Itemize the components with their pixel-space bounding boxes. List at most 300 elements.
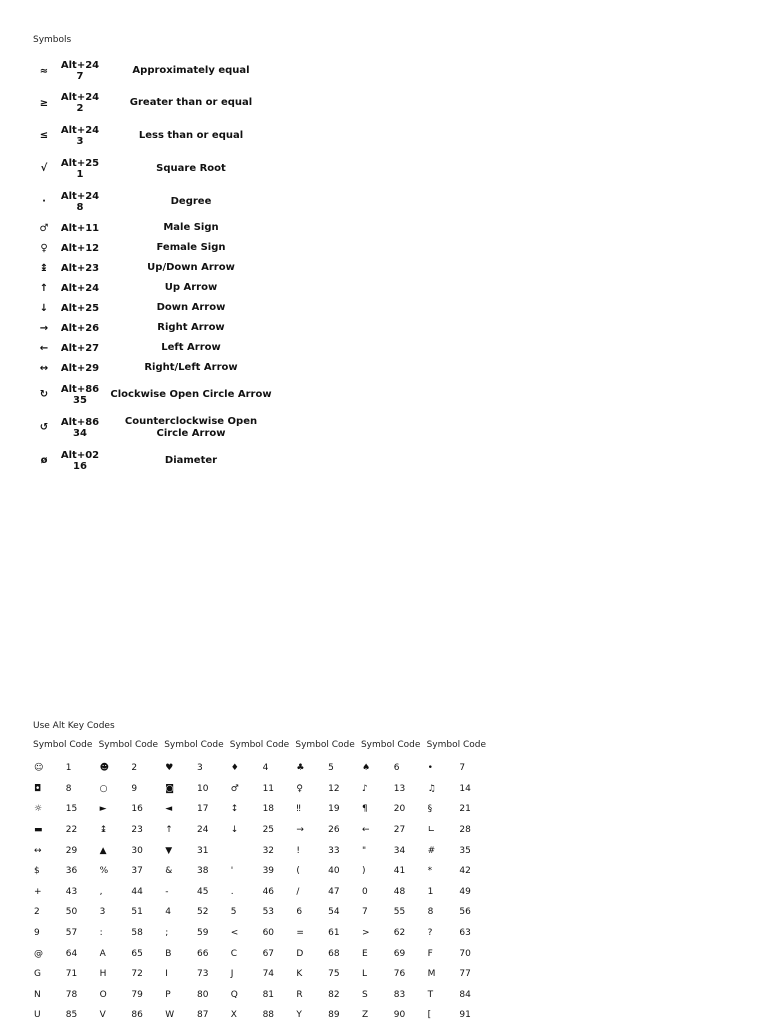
symbol-glyph: ♀ [40,242,48,254]
symbol-glyph: → [39,322,49,334]
code-number: 71 [65,969,78,980]
alt-code: Alt+86 35 [60,383,100,406]
code-number: 19 [328,804,340,815]
table-row [33,985,492,1006]
code-number: 87 [196,1010,209,1021]
symbol-description: Clockwise Open Circle Arrow [110,388,272,400]
symbol-glyph: R [296,989,303,1000]
code-number: 80 [196,989,209,1000]
symbol-code-pair [33,784,99,794]
symbol-code-pair [230,866,296,876]
code-number: 11 [262,783,275,794]
alt-code: Alt+24 8 [60,190,100,213]
code-number: 60 [262,928,275,939]
symbol-code-pair [361,866,427,876]
symbol-glyph: H [99,969,107,980]
symbol-glyph: + [34,886,42,897]
code-number: 35 [459,845,471,856]
symbol-code-pair [361,804,427,814]
symbol-code-pair [295,949,361,959]
symbol-glyph: ↓ [230,825,239,836]
symbol-code-pair [99,804,165,814]
code-number: 61 [328,928,340,939]
symbol-glyph: ♠ [361,763,371,774]
code-number: 14 [459,783,471,794]
symbol-code-pair [33,866,99,876]
symbol-code-pair [33,846,99,856]
code-number: 66 [196,948,209,959]
code-number: 16 [131,804,143,815]
symbol-code-pair [33,1010,99,1020]
table-row [33,1005,492,1026]
code-number: 44 [131,886,143,897]
symbol-code-pair [295,907,361,917]
symbol-description: Greater than or equal [129,97,253,108]
symbol-row [30,119,280,152]
symbol-row [30,318,280,338]
symbol-glyph: X [230,1010,237,1021]
symbol-code-pair [230,949,296,959]
symbol-row [30,152,280,185]
code-number: 83 [393,989,406,1000]
symbol-code-pair [361,825,427,835]
symbol-glyph: ☺ [34,763,44,774]
symbol-code-pair [33,990,99,1000]
code-number: 52 [196,907,209,918]
code-number: 43 [65,886,78,897]
code-number: 38 [196,866,209,877]
code-number: 50 [65,907,78,918]
code-number: 85 [65,1010,78,1021]
symbol-row [30,238,280,258]
column-header: Symbol Code [360,740,421,750]
symbol-code-pair [99,784,165,794]
symbol-glyph: ▼ [165,845,173,856]
symbol-code-pair [99,928,165,938]
symbol-glyph: ♂ [39,222,49,234]
symbol-glyph: ▬ [34,825,43,836]
alt-code: Alt+24 [60,282,100,294]
symbol-code-pair [295,887,361,897]
code-number: 20 [393,804,406,815]
symbol-row [30,278,280,298]
symbol-glyph: [ [427,1010,432,1021]
symbol-row [30,378,280,411]
code-number: 65 [131,948,143,959]
table-row [33,840,492,861]
code-number: 23 [131,825,143,836]
symbol-glyph: D [296,948,304,959]
alt-code: Alt+11 [60,222,100,234]
code-number: 31 [196,845,209,856]
code-number: 36 [65,866,78,877]
symbol-code-pair [361,969,427,979]
code-number: 21 [459,804,471,815]
symbol-row [30,444,280,477]
symbol-glyph: ☼ [34,804,43,815]
symbol-glyph: . [230,886,234,897]
symbol-code-pair [99,907,165,917]
symbol-code-pair [295,804,361,814]
symbol-glyph: ◙ [165,783,174,794]
code-number: 74 [262,969,275,980]
symbol-code-pair [33,804,99,814]
symbol-glyph: ! [296,845,300,856]
symbol-glyph: U [34,1010,41,1021]
symbol-glyph: 1 [427,886,434,897]
code-number: 32 [262,845,275,856]
code-number: 1 [65,763,72,774]
alt-code: Alt+24 3 [60,124,100,147]
code-number: 33 [328,845,340,856]
symbol-glyph: ≈ [39,65,49,77]
symbol-row [30,218,280,238]
code-number: 79 [131,989,143,1000]
symbol-code-pair [33,928,99,938]
table-row [33,758,492,779]
symbol-code-pair [230,846,296,856]
code-number: 42 [459,866,471,877]
symbol-code-pair [164,928,230,938]
symbol-glyph: ; [165,928,169,939]
table-row [33,943,492,964]
symbol-glyph: → [296,825,304,836]
code-number: 56 [459,907,471,918]
symbol-glyph: S [361,989,368,1000]
symbol-description: Left Arrow [161,342,221,353]
symbol-code-pair [295,1010,361,1020]
symbol-glyph: ↨ [99,825,108,836]
symbol-code-pair [361,846,427,856]
symbol-glyph: ▲ [99,845,107,856]
symbol-glyph: C [230,948,238,959]
symbol-code-pair [230,784,296,794]
code-number: 55 [393,907,406,918]
symbol-code-pair [230,907,296,917]
symbol-glyph: ‼ [296,804,301,815]
alt-code: Alt+26 [60,322,100,334]
symbol-description: Diameter [164,454,218,466]
symbol-code-pair [164,907,230,917]
symbol-glyph: & [165,866,173,877]
code-number: 77 [459,969,471,980]
code-number: 90 [393,1010,406,1021]
symbol-glyph: ♥ [165,763,174,774]
symbol-code-pair [33,907,99,917]
symbol-description: Female Sign [156,242,226,253]
code-number: 53 [262,907,275,918]
symbol-code-pair [230,887,296,897]
symbol-glyph: 7 [361,907,368,918]
code-number: 76 [393,969,406,980]
code-number: 58 [131,928,143,939]
symbol-code-pair [164,784,230,794]
symbol-glyph: ♣ [296,763,305,774]
code-number: 5 [328,763,334,774]
code-number: 17 [196,804,209,815]
symbol-code-pair [295,969,361,979]
symbol-code-pair [99,1010,165,1020]
code-number: 37 [131,866,143,877]
symbol-description: Up/Down Arrow [147,262,235,273]
symbol-glyph: ◘ [34,783,42,794]
code-number: 24 [196,825,209,836]
symbol-code-pair [33,969,99,979]
symbol-glyph: √ [40,163,48,174]
code-number: 46 [262,886,275,897]
symbol-code-pair [427,907,493,917]
symbol-code-pair [33,887,99,897]
symbol-glyph: I [165,969,168,980]
symbol-code-pair [427,846,493,856]
symbol-code-pair [427,763,493,773]
symbol-glyph: 5 [230,907,237,918]
code-number: 88 [262,1010,275,1021]
symbol-row [30,185,280,218]
symbol-glyph: ↻ [39,389,49,400]
symbol-code-pair [164,969,230,979]
symbol-glyph: ? [427,928,433,939]
code-number: 40 [328,866,340,877]
symbol-code-pair [164,1010,230,1020]
symbol-glyph: ← [39,342,49,354]
symbol-row [30,87,280,119]
symbol-glyph: A [99,948,106,959]
table-row [33,902,492,923]
symbol-glyph: : [99,928,103,939]
code-number: 49 [459,886,471,897]
symbol-glyph: P [165,989,171,1000]
symbol-glyph: Z [361,1010,369,1021]
code-number: 10 [196,783,209,794]
symbol-glyph: 8 [427,907,434,918]
symbol-glyph: # [427,845,436,856]
alt-code: Alt+29 [60,362,100,374]
symbol-code-pair [230,763,296,773]
code-number: 4 [262,763,269,774]
symbol-glyph: ≥ [39,97,49,109]
code-number: 84 [459,989,471,1000]
alt-code: Alt+25 1 [60,157,100,180]
symbol-glyph: , [99,886,103,897]
symbol-code-pair [230,969,296,979]
column-header: Symbol Code [295,740,355,750]
code-number: 86 [131,1010,143,1021]
symbol-code-pair [361,907,427,917]
symbol-code-pair [427,969,493,979]
alt-code: Alt+27 [60,342,100,354]
table-row [33,882,492,903]
symbol-description: Square Root [156,162,226,174]
symbol-glyph: 0 [361,886,368,897]
symbol-glyph: ↑ [165,825,173,836]
code-number: 68 [328,948,340,959]
symbol-glyph: ♪ [361,783,368,794]
symbol-glyph: O [99,989,107,1000]
symbol-description: Up Arrow [164,282,218,293]
symbol-code-pair [361,1010,427,1020]
symbol-code-pair [99,949,165,959]
column-header: Symbol Code [33,740,93,750]
code-number: 2 [131,763,138,774]
code-number: 34 [393,845,406,856]
symbol-code-pair [361,784,427,794]
symbols-title: Symbols [33,35,72,45]
symbol-code-pair [427,804,493,814]
symbol-glyph: 3 [99,907,106,918]
symbol-glyph: ≤ [39,130,49,141]
alt-codes-title: Use Alt Key Codes [33,721,115,731]
code-number: 89 [328,1010,340,1021]
symbol-code-pair [427,1010,493,1020]
table-row [33,779,492,800]
symbol-description: Down Arrow [156,302,226,313]
symbol-code-pair [164,825,230,835]
alt-code: Alt+25 [60,302,100,314]
alt-code: Alt+12 [60,242,100,254]
symbol-glyph: ↔ [39,362,49,374]
code-number: 6 [393,763,400,774]
symbol-code-pair [99,846,165,856]
symbol-row [30,298,280,318]
symbol-glyph: = [296,928,304,939]
symbol-glyph: % [99,866,109,877]
code-number: 22 [65,825,78,836]
symbol-glyph: 4 [165,907,171,918]
symbol-glyph: ↨ [39,262,49,274]
symbol-code-pair [33,763,99,773]
symbol-code-pair [295,763,361,773]
code-number: 64 [65,948,78,959]
symbol-code-pair [295,990,361,1000]
symbol-code-pair [33,949,99,959]
symbol-description: Male Sign [163,222,219,233]
code-number: 8 [65,783,72,794]
symbol-code-pair [164,804,230,814]
code-number: 81 [262,989,275,1000]
symbol-code-pair [361,949,427,959]
symbol-glyph: T [427,989,434,1000]
symbol-code-pair [164,763,230,773]
symbol-code-pair [427,949,493,959]
symbols-table [30,55,280,477]
symbol-glyph: * [427,866,433,877]
symbol-glyph: M [427,969,436,980]
symbol-glyph: ↓ [39,302,49,314]
symbol-glyph: < [230,928,239,939]
alt-codes-grid [33,758,492,1026]
symbol-code-pair [295,846,361,856]
symbol-code-pair [427,825,493,835]
code-number: 57 [65,928,78,939]
code-number: 47 [328,886,340,897]
symbol-code-pair [164,949,230,959]
symbol-description: Right/Left Arrow [144,362,238,373]
symbol-glyph: 2 [34,907,40,918]
symbol-code-pair [295,928,361,938]
symbol-glyph: W [165,1010,175,1021]
code-number: 78 [65,989,78,1000]
symbol-description: Less than or equal [138,129,244,141]
column-header: Symbol Code [98,740,159,750]
alt-code: Alt+24 2 [60,92,100,114]
symbol-glyph: V [99,1010,106,1021]
code-number: 26 [328,825,340,836]
symbol-glyph: ( [296,866,300,877]
symbol-glyph: ↔ [34,845,42,856]
code-number: 48 [393,886,406,897]
alt-codes-header [33,740,492,750]
symbol-code-pair [427,887,493,897]
alt-code: Alt+24 7 [60,60,100,82]
symbol-row [30,338,280,358]
code-number: 63 [459,928,471,939]
symbol-code-pair [295,866,361,876]
symbol-glyph: N [34,989,41,1000]
symbol-code-pair [164,887,230,897]
code-number: 30 [131,845,143,856]
symbol-glyph: ↺ [39,422,49,433]
symbol-glyph: ↑ [39,282,49,294]
symbol-glyph: ∟ [427,825,436,836]
symbol-row [30,358,280,378]
code-number: 41 [393,866,406,877]
symbol-glyph: § [427,804,433,815]
symbol-description: Counterclockwise Open Circle Arrow [124,415,258,439]
symbol-glyph: ► [99,804,107,815]
symbol-code-pair [99,969,165,979]
code-number: 59 [196,928,209,939]
symbol-code-pair [427,866,493,876]
code-number: 82 [328,989,340,1000]
table-row [33,820,492,841]
symbol-glyph: B [165,948,172,959]
symbol-glyph: ) [361,866,366,877]
symbol-code-pair [99,990,165,1000]
symbol-description: Degree [170,195,212,207]
symbol-code-pair [230,825,296,835]
symbol-code-pair [164,866,230,876]
symbol-glyph: J [230,969,234,980]
symbol-glyph: 9 [34,928,40,939]
symbol-glyph: F [427,948,433,959]
symbol-code-pair [164,846,230,856]
symbol-code-pair [295,825,361,835]
code-number: 67 [262,948,275,959]
symbol-glyph: K [296,969,303,980]
code-number: 45 [196,886,209,897]
symbol-glyph: L [361,969,367,980]
symbol-glyph: ♂ [230,783,239,794]
symbol-row [30,55,280,87]
code-number: 28 [459,825,471,836]
symbol-glyph: @ [34,948,43,959]
symbol-glyph: ← [361,825,370,836]
symbol-code-pair [33,825,99,835]
symbol-code-pair [99,825,165,835]
symbol-code-pair [427,784,493,794]
symbol-glyph: ◄ [165,804,173,815]
symbol-code-pair [427,990,493,1000]
symbol-code-pair [230,1010,296,1020]
table-row [33,964,492,985]
symbol-glyph: - [165,886,169,897]
alt-code: Alt+23 [60,262,100,274]
symbol-glyph: ¶ [361,804,368,815]
code-number: 72 [131,969,143,980]
symbol-glyph: ↕ [230,804,239,815]
code-number: 69 [393,948,406,959]
